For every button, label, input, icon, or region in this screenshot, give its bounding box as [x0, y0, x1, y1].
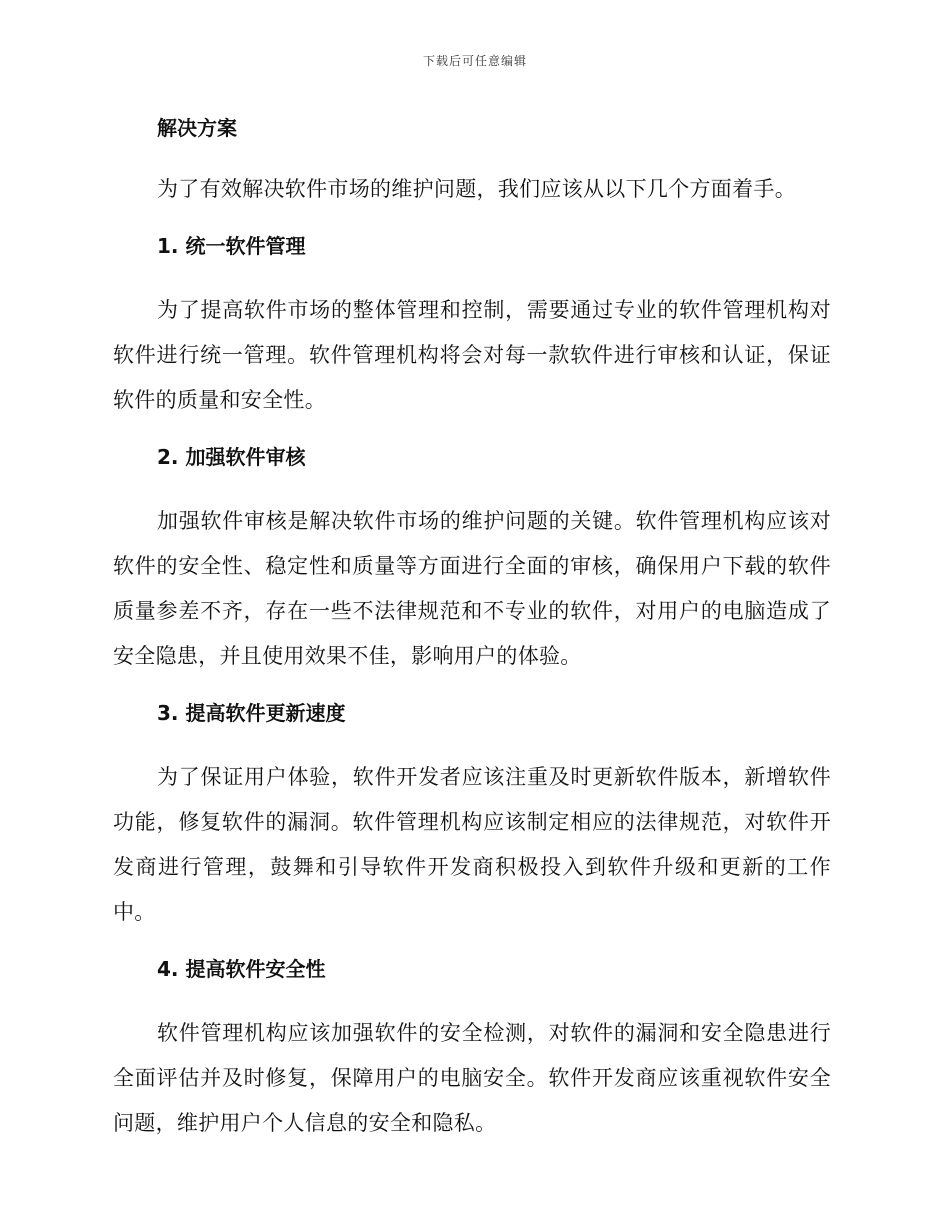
intro-paragraph: 为了有效解决软件市场的维护问题，我们应该从以下几个方面着手。 — [157, 177, 796, 201]
section-heading-4: 4. 提高软件安全性 — [157, 957, 326, 981]
header-note: 下载后可任意编辑 — [422, 54, 527, 68]
section-body-3: 为了保证用户体验，软件开发者应该注重及时更新软件版本，新增软件功能，修复软件的漏洞。软件管理机构应该制定相应的法律规范，对软件开发商进行管理，鼓舞和引导软件开发商积极投入到软件升级和更新的工作中。 — [113, 765, 831, 924]
section-title: 解决方案 — [157, 116, 237, 140]
section-heading-3: 3. 提高软件更新速度 — [157, 701, 346, 725]
section-heading-1: 1. 统一软件管理 — [157, 234, 306, 258]
document-body — [113, 107, 831, 1146]
section-body-4: 软件管理机构应该加强软件的安全检测，对软件的漏洞和安全隐患进行全面评估并及时修复，保障用户的电脑安全。软件开发商应该重视软件安全问题，维护用户个人信息的安全和隐私。 — [113, 1021, 831, 1135]
section-body-1: 为了提高软件市场的整体管理和控制，需要通过专业的软件管理机构对软件进行统一管理。软件管理机构将会对每一款软件进行审核和认证，保证软件的质量和安全性。 — [113, 298, 831, 412]
section-body-2: 加强软件审核是解决软件市场的维护问题的关键。软件管理机构应该对软件的安全性、稳定性和质量等方面进行全面的审核，确保用户下载的软件质量参差不齐，存在一些不法律规范和不专业的软件，对用户的电脑造成了安全隐患，并且使用效果不佳，影响用户的体验。 — [113, 509, 831, 668]
section-heading-2: 2. 加强软件审核 — [157, 445, 306, 469]
